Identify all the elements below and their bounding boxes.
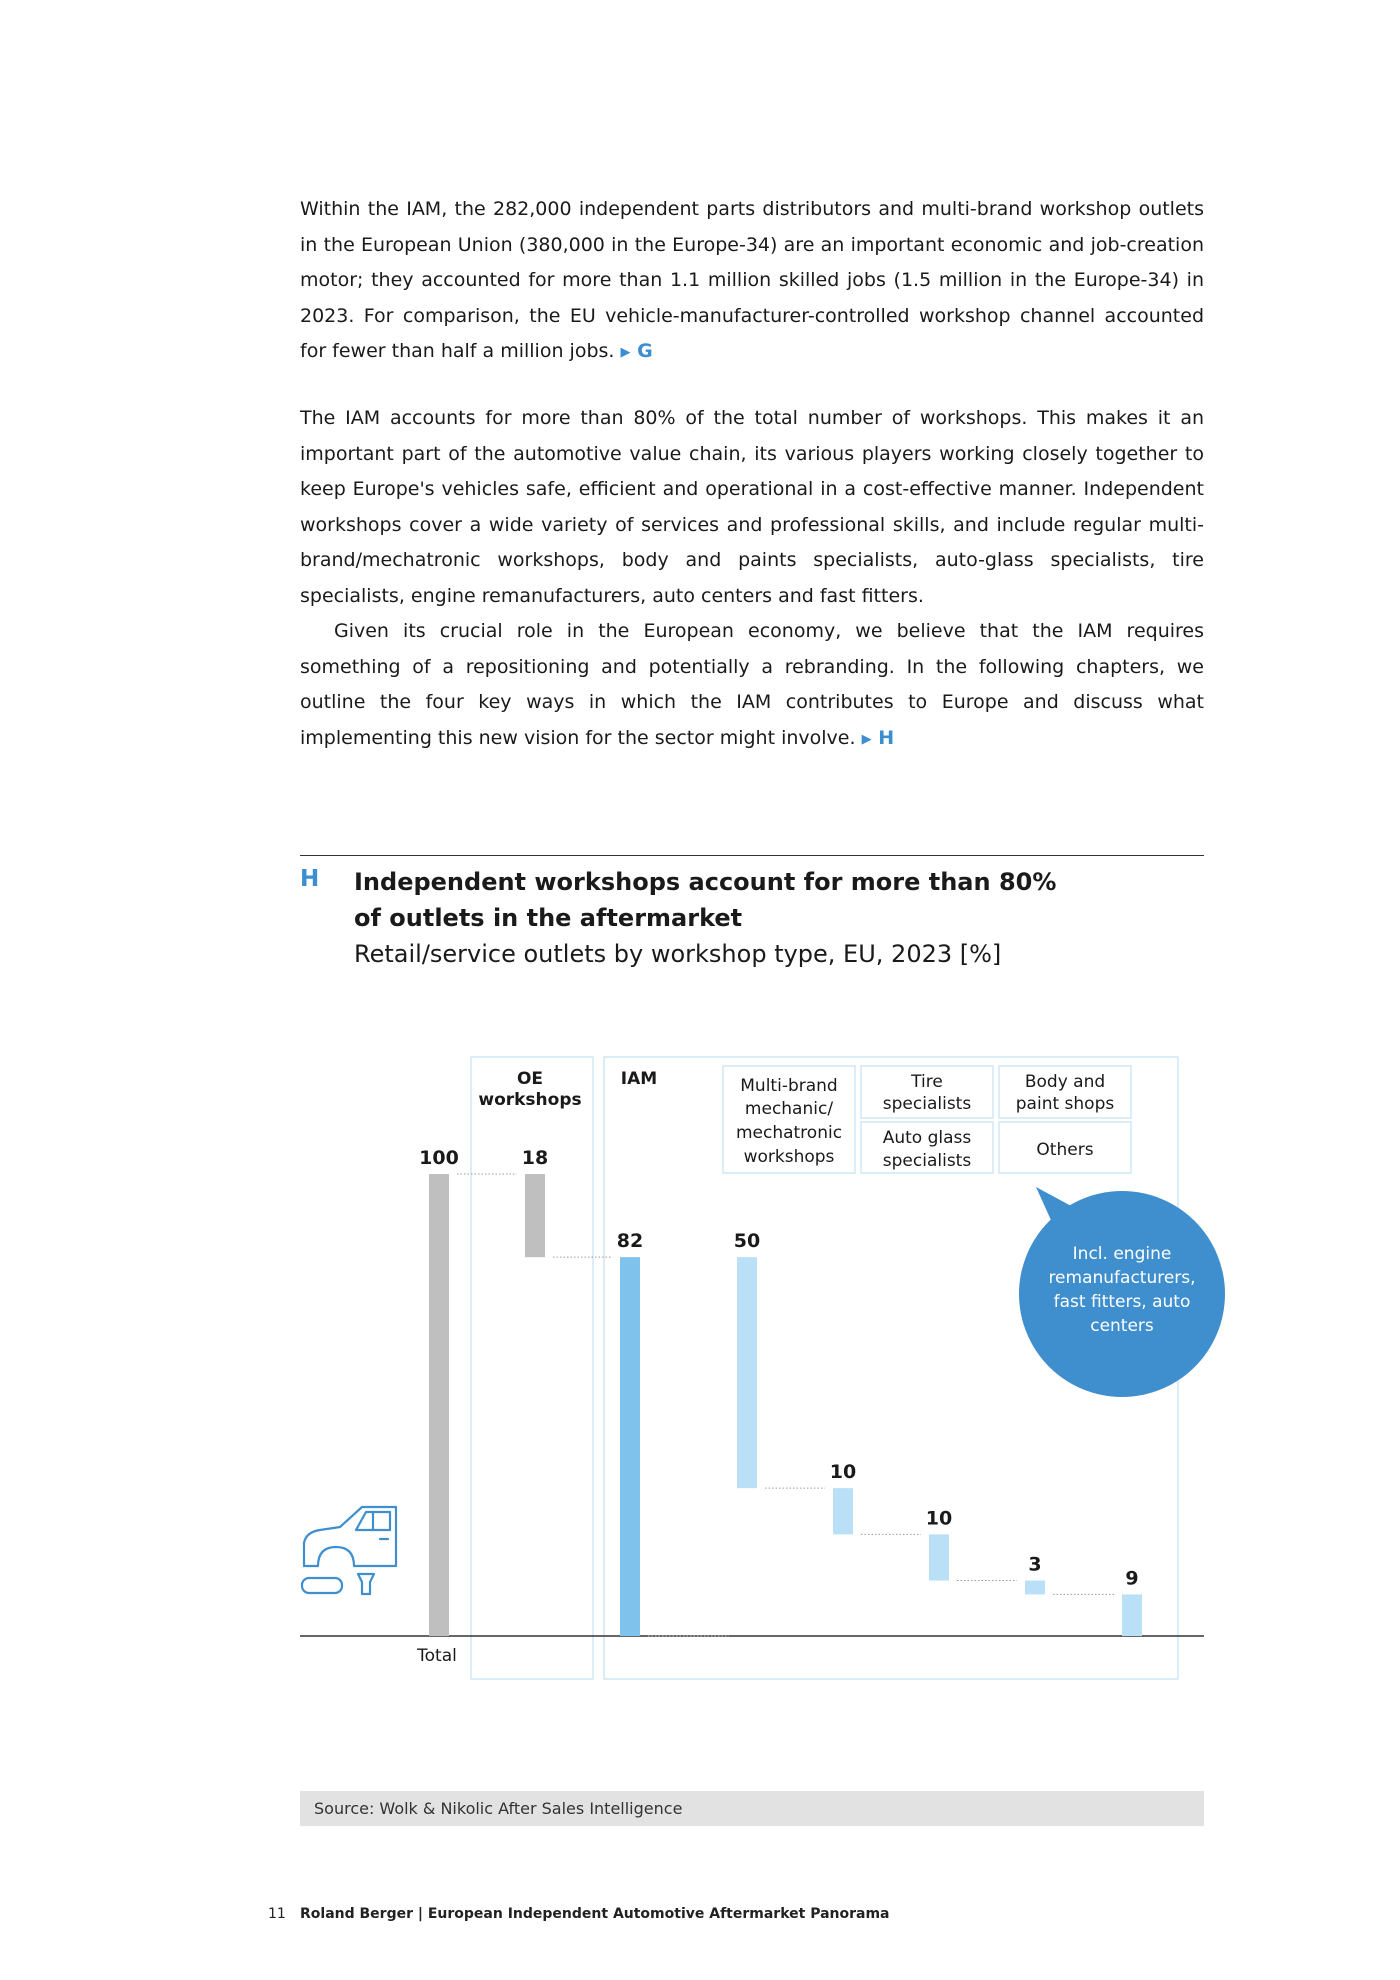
- multibrand-label-line1: Multi-brand: [740, 1076, 838, 1096]
- tire-label-line2: specialists: [882, 1094, 972, 1114]
- multibrand-label-line3: mechatronic: [735, 1123, 843, 1143]
- figure-letter: H: [300, 866, 320, 892]
- footer-text: Roland Berger | European Independent Automotive Aftermarket Panorama: [300, 1906, 890, 1922]
- multibrand-label-line2: mechanic/: [744, 1099, 834, 1119]
- figure-subtitle: Retail/service outlets by workshop type, EU, 2023 [%]: [354, 940, 1002, 968]
- bar-total: [429, 1174, 449, 1636]
- bar-tire-specialists: [833, 1488, 853, 1534]
- glass-label-line1: Auto glass: [882, 1128, 972, 1148]
- body-label-line1: Body and: [1024, 1072, 1106, 1092]
- tire-label-line1: Tire: [911, 1072, 943, 1092]
- value-label-auto-glass-specialists: 10: [925, 1507, 953, 1530]
- value-label-iam: 82: [616, 1230, 644, 1253]
- bars-group: [419, 1147, 1142, 1636]
- paragraph-jobs-text: Within the IAM, the 282,000 independent parts distributors and multi-brand workshop outlets in the European Union (380,000 in the Europe-34) are an important economic and job-creation motor; they accounted for more than 1.1 million skilled jobs (1.5 million in the Europe-34) in 2023. For comparison, the EU vehicle-manufacturer-controlled workshop channel accounted for fewer than half a million jobs.: [300, 198, 1204, 362]
- value-label-total: 100: [419, 1147, 459, 1169]
- others-label: Others: [1036, 1140, 1094, 1160]
- figure-reference-g[interactable]: ▶ G: [620, 340, 653, 362]
- total-axis-label: Total: [417, 1646, 457, 1666]
- oe-header-line2: workshops: [478, 1090, 582, 1110]
- value-label-tire-specialists: 10: [829, 1461, 857, 1484]
- paragraph-repositioning-text: Given its crucial role in the European economy, we believe that the IAM requires something of a repositioning and potentially a rebranding. In the following chapters, we outline the four key ways in which the IAM contributes to Europe and discuss what implementing this new vision for the sector might involve.: [300, 620, 1204, 749]
- car-repair-icon: [302, 1507, 396, 1594]
- figure-title: Independent workshops account for more than 80% of outlets in the aftermarket: [354, 868, 1057, 932]
- callout-line1: Incl. engine: [1072, 1244, 1172, 1264]
- page-number: 11: [268, 1906, 286, 1922]
- paragraph-workshops: The IAM accounts for more than 80% of the total number of workshops. This makes it an important part of the automotive value chain, its various players working closely together to keep Europe's vehicles safe, efficient and operational in a cost-effective manner. Independent workshops cover a wide variety of services and professional skills, and include regular multi-brand/mechatronic workshops, body and paints specialists, auto-glass specialists, tire specialists, engine remanufacturers, auto centers and fast fitters.: [300, 407, 1204, 607]
- source-note: Source: Wolk & Nikolic After Sales Intelligence: [300, 1791, 1204, 1826]
- callout-line2: remanufacturers,: [1048, 1268, 1196, 1288]
- bar-others: [1122, 1594, 1142, 1636]
- figure-reference-h[interactable]: ▶ H: [861, 726, 895, 749]
- bar-body-and-paint-shops: [1025, 1581, 1045, 1595]
- oe-header-line1: OE: [516, 1069, 544, 1089]
- glass-label-line2: specialists: [882, 1151, 972, 1171]
- bar-auto-glass-specialists: [929, 1534, 949, 1580]
- value-label-oe-workshops: 18: [521, 1147, 549, 1169]
- figure-reference-g-label: G: [637, 340, 653, 362]
- figure-reference-h-label: H: [878, 726, 895, 749]
- callout-line4: centers: [1090, 1316, 1154, 1336]
- value-label-multi-brand-mechanic-mechatronic-workshops: 50: [733, 1230, 761, 1253]
- bar-oe-workshops: [525, 1174, 545, 1257]
- callout-line3: fast fitters, auto: [1053, 1292, 1191, 1312]
- bar-iam: [620, 1257, 640, 1636]
- bar-multi-brand-mechanic-mechatronic-workshops: [737, 1257, 757, 1488]
- body-label-line2: paint shops: [1015, 1094, 1115, 1114]
- multibrand-label-line4: workshops: [743, 1147, 835, 1167]
- iam-header: IAM: [620, 1069, 658, 1089]
- value-label-others: 9: [1125, 1567, 1139, 1590]
- value-label-body-and-paint-shops: 3: [1028, 1553, 1042, 1576]
